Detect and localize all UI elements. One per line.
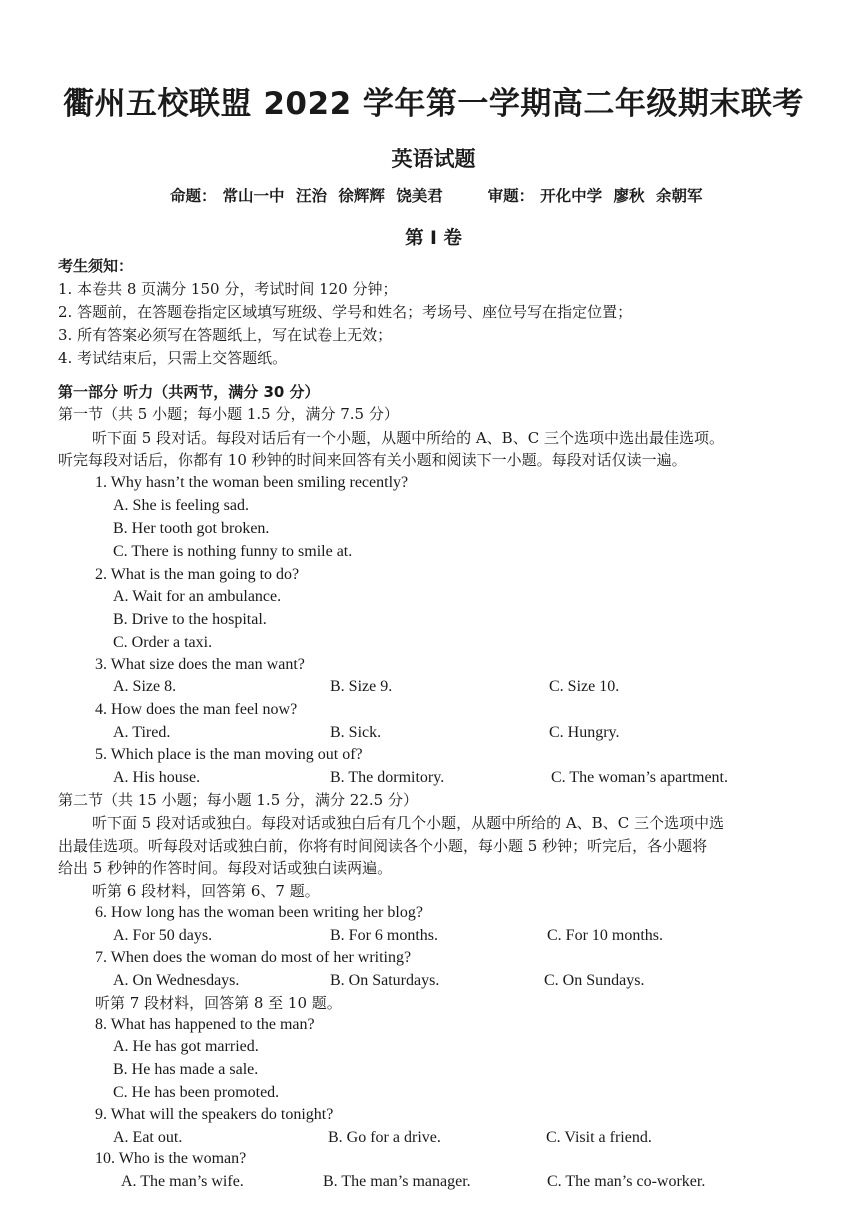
option-c: C. There is nothing funny to smile at.: [113, 543, 353, 560]
setter-name: 饶美君: [396, 187, 443, 205]
section2-instructions: 听下面 5 段对话或独白。每段对话或独白后有几个小题，从题中所给的 A、B、C 三个选项中选: [92, 814, 724, 832]
section1-instructions: 听完每段对话后，你都有 10 秒钟的时间来回答有关小题和阅读下一小题。每段对话仅读一遍。: [58, 451, 687, 469]
part1-heading: 第一部分 听力（共两节，满分 30 分）: [58, 383, 320, 401]
notice-item: 2. 答题前，在答题卷指定区域填写班级、学号和姓名；考场号、座位号写在指定位置；: [58, 303, 633, 321]
option-c: C. Hungry.: [549, 724, 620, 741]
question-6: 6. How long has the woman been writing her blog?: [95, 904, 423, 921]
question-1: 1. Why hasn’t the woman been smiling recently?: [95, 474, 409, 491]
option-c: C. The man’s co-worker.: [547, 1173, 706, 1190]
option-b: B. He has made a sale.: [113, 1061, 259, 1078]
exam-title: 衢州五校联盟 2022 学年第一学期高二年级期末联考: [63, 86, 804, 122]
option-b: B. Size 9.: [330, 678, 393, 695]
material-6-note: 听第 6 段材料，回答第 6、7 题。: [92, 882, 320, 900]
option-b: B. Go for a drive.: [328, 1129, 441, 1146]
volume-heading: 第 Ⅰ 卷: [405, 228, 462, 249]
section2-instructions: 出最佳选项。听每段对话或独白前，你将有时间阅读各个小题，每小题 5 秒钟；听完后，各小题将: [58, 837, 708, 855]
setter-school: 常山一中: [222, 187, 285, 205]
reviewer-label: 审题：: [487, 187, 535, 205]
option-b: B. For 6 months.: [330, 927, 439, 944]
question-4: 4. How does the man feel now?: [95, 701, 298, 718]
setter-label: 命题：: [170, 187, 217, 205]
question-5: 5. Which place is the man moving out of?: [95, 746, 363, 763]
notice-item: 3. 所有答案必须写在答题纸上，写在试卷上无效；: [58, 326, 393, 344]
option-c: C. He has been promoted.: [113, 1084, 280, 1101]
option-a: A. His house.: [113, 769, 201, 786]
option-a: A. Size 8.: [113, 678, 177, 695]
option-b: B. Her tooth got broken.: [113, 520, 270, 537]
option-b: B. Sick.: [330, 724, 382, 741]
option-c: C. Order a taxi.: [113, 634, 213, 651]
option-a: A. The man’s wife.: [121, 1173, 244, 1190]
section1-instructions: 听下面 5 段对话。每段对话后有一个小题，从题中所给的 A、B、C 三个选项中选出最佳选项。: [92, 429, 724, 447]
section2-heading: 第二节（共 15 小题；每小题 1.5 分，满分 22.5 分）: [58, 791, 418, 809]
authors-line: [170, 184, 708, 206]
option-b: B. The man’s manager.: [323, 1173, 471, 1190]
option-a: A. Eat out.: [113, 1129, 183, 1146]
section1-heading: 第一节（共 5 小题；每小题 1.5 分，满分 7.5 分）: [58, 405, 399, 423]
option-a: A. She is feeling sad.: [113, 497, 249, 514]
notice-item: 4. 考试结束后，只需上交答题纸。: [58, 349, 288, 367]
notice-heading: 考生须知：: [58, 257, 134, 275]
question-2: 2. What is the man going to do?: [95, 566, 300, 583]
question-10: 10. Who is the woman?: [95, 1150, 247, 1167]
reviewer-name: 廖秋: [613, 187, 645, 205]
reviewer-name: 余朝军: [655, 187, 703, 205]
option-c: C. On Sundays.: [544, 972, 645, 989]
option-b: B. Drive to the hospital.: [113, 611, 267, 628]
option-a: A. He has got married.: [113, 1038, 259, 1055]
notice-item: 1. 本卷共 8 页满分 150 分，考试时间 120 分钟；: [58, 280, 398, 298]
question-8: 8. What has happened to the man?: [95, 1016, 315, 1033]
option-c: C. Visit a friend.: [546, 1129, 652, 1146]
setter-name: 徐辉辉: [338, 187, 385, 205]
option-c: C. For 10 months.: [547, 927, 664, 944]
option-a: A. Wait for an ambulance.: [113, 588, 282, 605]
question-3: 3. What size does the man want?: [95, 656, 305, 673]
option-c: C. Size 10.: [549, 678, 620, 695]
question-9: 9. What will the speakers do tonight?: [95, 1106, 334, 1123]
option-a: A. On Wednesdays.: [113, 972, 240, 989]
reviewer-school: 开化中学: [540, 187, 603, 205]
option-a: A. For 50 days.: [113, 927, 213, 944]
setter-name: 汪治: [295, 187, 327, 205]
option-b: B. On Saturdays.: [330, 972, 440, 989]
option-a: A. Tired.: [113, 724, 171, 741]
section2-instructions: 给出 5 秒钟的作答时间。每段对话或独白读两遍。: [58, 859, 393, 877]
material-7-note: 听第 7 段材料，回答第 8 至 10 题。: [95, 994, 342, 1012]
option-b: B. The dormitory.: [330, 769, 445, 786]
exam-subject: 英语试题: [391, 147, 476, 171]
option-c: C. The woman’s apartment.: [551, 769, 728, 786]
question-7: 7. When does the woman do most of her writing?: [95, 949, 412, 966]
